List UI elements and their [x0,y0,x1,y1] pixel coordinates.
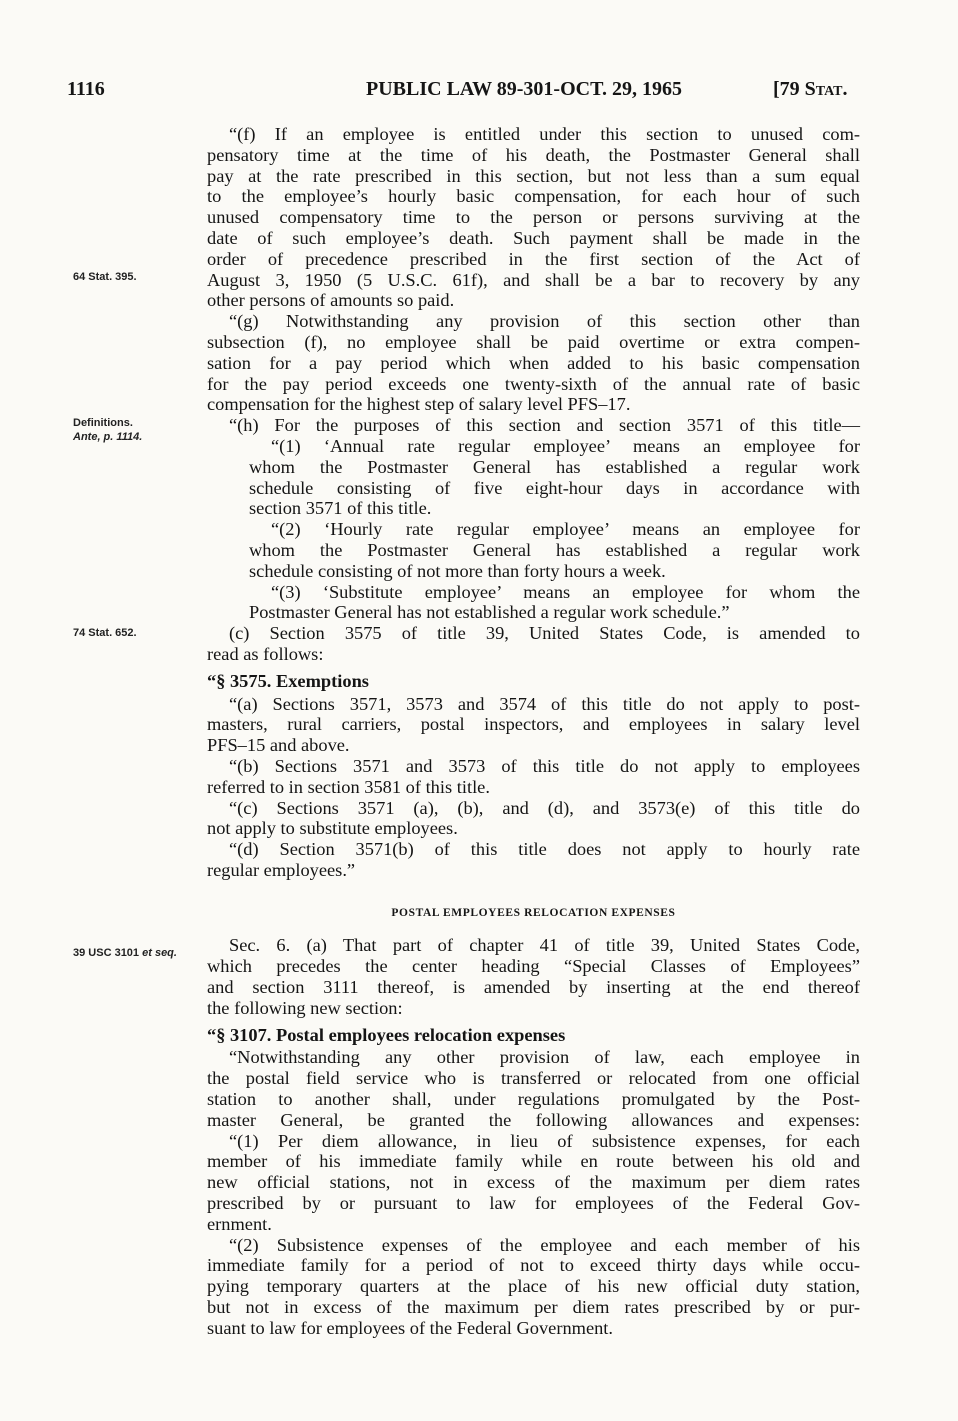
section-6 [207,935,860,1018]
text-line: compensation for the highest step of salary level PFS–17. [207,394,631,415]
text-line: date of such employee’s death. Such payment shall be made in the [207,227,860,248]
margin-note-39-usc [73,946,203,960]
paragraph-h [207,415,860,436]
text-line: Sec. 6. (a) That part of chapter 41 of title 39, United States Code, [229,935,860,956]
text-line: not apply to substitute employees. [207,818,458,839]
text-line: Postmaster General has not established a regular work schedule.” [249,602,730,623]
margin-note-ante [73,430,203,444]
text-line: “(2) ‘Hourly rate regular employee’ means an employee for [271,519,860,540]
volume-reference [773,77,848,101]
text-line: but not in excess of the maximum per diem rates prescribed by or pur- [207,1297,860,1318]
text-line: referred to in section 3581 of this title. [207,776,490,797]
text-line: immediate family for a period of not to exceed thirty days while occu- [207,1255,860,1276]
section-heading-3575: “§ 3575. Exemptions [207,670,369,691]
paragraph-h1 [207,436,860,519]
text-line: member of his immediate family while en route between his old and [207,1151,860,1172]
text-line: “(c) Sections 3571 (a), (b), and (d), and 3573(e) of this title do [229,797,860,818]
paragraph-3575a [207,694,860,756]
text-line: whom the Postmaster General has established a regular work [249,456,860,477]
page-header-title: PUBLIC LAW 89-301-OCT. 29, 1965 [366,78,682,100]
text-line: prescribed by or pursuant to law for employees of the Federal Gov- [207,1193,860,1214]
center-heading: POSTAL EMPLOYEES RELOCATION EXPENSES [391,906,676,919]
text-line: the following new section: [207,997,403,1018]
paragraph-3107-1 [207,1131,860,1235]
volume-suffix: Stat. [804,78,848,100]
text-line: pay at the rate prescribed in this section, but not less than a sum equal [207,165,860,186]
text-line: master General, be granted the following allowances and expenses: [207,1109,860,1130]
text-line: subsection (f), no employee shall be paid overtime or extra compen- [207,331,860,352]
text-line: schedule consisting of five eight-hour days in accordance with [249,477,860,498]
text-line: station to another shall, under regulations promulgated by the Post- [207,1089,860,1110]
text-line: for the pay period exceeds one twenty-sixth of the annual rate of basic [207,373,860,394]
text-line: order of precedence prescribed in the first section of the Act of [207,248,860,269]
margin-note-ante-text: Ante, p. 1114. [73,431,143,443]
text-line: ernment. [207,1213,272,1234]
text-line: “(1) ‘Annual rate regular employee’ means an employee for [271,435,860,456]
text-line: and section 3111 thereof, is amended by inserting at the end thereof [207,977,860,998]
paragraph-g [207,311,860,415]
text-line: “(f) If an employee is entitled under this section to unused com- [229,124,860,144]
margin-note-et-seq: et seq. [142,947,177,959]
paragraph-f [207,124,860,311]
text-line: PFS–15 and above. [207,735,350,756]
text-line: “(d) Section 3571(b) of this title does not apply to hourly rate [229,839,860,860]
text-line: unused compensatory time to the person or persons surviving at the [207,207,860,228]
text-line: schedule consisting of not more than forty hours a week. [249,560,666,581]
margin-note-39-usc-text: 39 USC 3101 [73,947,143,959]
margin-note-definitions-label: Definitions. [73,417,133,429]
text-line: “(3) ‘Substitute employee’ means an employee for whom the [271,581,860,602]
text-line: “(g) Notwithstanding any provision of this section other than [229,311,860,332]
text-line: read as follows: [207,643,324,664]
paragraph-3575b [207,756,860,798]
paragraph-h3 [207,582,860,624]
text-line: “Notwithstanding any other provision of law, each employee in [229,1047,860,1068]
paragraph-3575c [207,798,860,840]
margin-note-definitions [73,416,203,444]
page-number: 1116 [67,78,105,100]
paragraph-3575d [207,839,860,881]
text-line: masters, rural carriers, postal inspectors, and employees in salary level [207,714,860,735]
paragraph-h2 [207,519,860,581]
text-line: pying temporary quarters at the place of his new official duty station, [207,1276,860,1297]
section-heading-3107: “§ 3107. Postal employees relocation expenses [207,1024,566,1045]
text-line: regular employees.” [207,859,356,880]
text-line: “(b) Sections 3571 and 3573 of this title do not apply to employees [229,755,860,776]
text-line: sation for a pay period which when added to his basic compensation [207,352,860,373]
text-line: section 3571 of this title. [249,498,432,519]
margin-note-74-stat: 74 Stat. 652. [73,627,137,639]
text-line: August 3, 1950 (5 U.S.C. 61f), and shall be a bar to recovery by any [207,269,860,290]
text-line: the postal field service who is transferred or relocated from one official [207,1068,860,1089]
text-line: (c) Section 3575 of title 39, United States Code, is amended to [229,623,860,644]
text-line: other persons of amounts so paid. [207,290,455,311]
text-line: “(2) Subsistence expenses of the employee and each member of his [229,1234,860,1255]
text-line: “(h) For the purposes of this section and section 3571 of this title— [229,415,860,436]
text-line: pensatory time at the time of his death, the Postmaster General shall [207,144,860,165]
margin-note-64-stat: 64 Stat. 395. [73,271,137,283]
text-line: “(a) Sections 3571, 3573 and 3574 of this title do not apply to post- [229,693,860,714]
paragraph-c [207,623,860,665]
paragraph-3107 [207,1047,860,1130]
text-line: which precedes the center heading “Special Classes of Employees” [207,956,860,977]
text-line: “(1) Per diem allowance, in lieu of subsistence expenses, for each [229,1130,860,1151]
text-line: to the employee’s hourly basic compensation, for each hour of such [207,186,860,207]
text-line: whom the Postmaster General has established a regular work [249,539,860,560]
volume-prefix: [79 [773,78,805,100]
text-line: new official stations, not in excess of the maximum per diem rates [207,1172,860,1193]
text-line: suant to law for employees of the Federal Government. [207,1317,614,1338]
section-body [207,124,860,1339]
paragraph-3107-2 [207,1235,860,1339]
